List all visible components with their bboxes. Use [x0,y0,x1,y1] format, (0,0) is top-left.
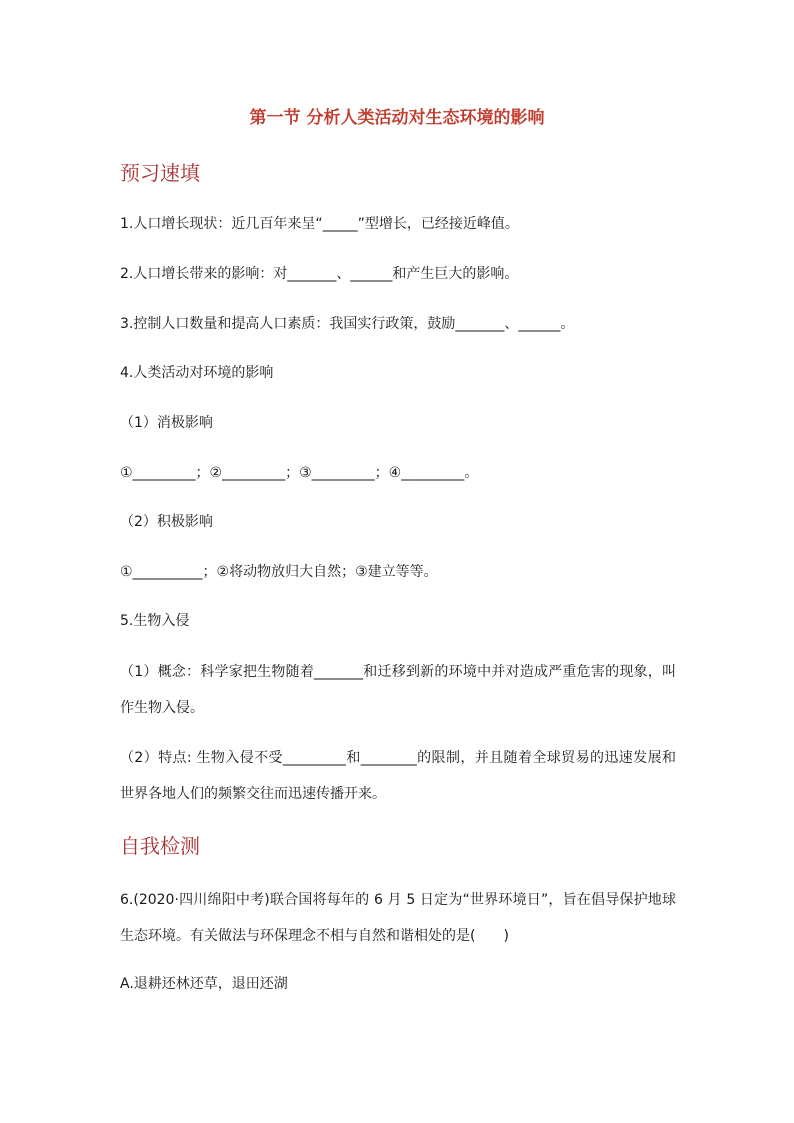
question-2: 2.人口增长带来的影响：对_______、______和产生巨大的影响。 [120,266,519,282]
question-4: 4.人类活动对环境的影响 [120,365,274,381]
question-5: 5.生物入侵 [120,613,190,629]
page-title: 第一节 分析人类活动对生态环境的影响 [249,108,545,128]
question-6-option-a: A.退耕还林还草，退田还湖 [120,976,288,992]
question-1: 1.人口增长现状：近几百年来呈“_____”型增长，已经接近峰值。 [120,216,519,232]
question-4-negative-blanks: ①_________；②_________；③_________；④_________。 [120,465,479,481]
question-4-negative-label: （1）消极影响 [120,415,213,431]
question-6: 6.(2020·四川绵阳中考)联合国将每年的 6 月 5 日定为“世界环境日”，旨在倡导保护地球生态环境。有关做法与环保理念不相与自然和谐相处的是( ) [120,892,676,944]
question-3: 3.控制人口数量和提高人口素质：我国实行政策，鼓励_______、______。 [120,316,575,332]
question-4-positive-blanks: ①__________；②将动物放归大自然；③建立等等。 [120,564,438,580]
section-heading-selftest: 自我检测 [120,834,200,858]
question-5-concept: （1）概念：科学家把生物随着_______和迁移到新的环境中并对造成严重危害的现象，叫作生物入侵。 [120,664,676,716]
section-heading-preview: 预习速填 [120,161,200,185]
question-5-feature: （2）特点: 生物入侵不受_________和________的限制，并且随着全球贸易的迅速发展和世界各地人们的频繁交往而迅速传播开来。 [120,750,676,802]
question-4-positive-label: （2）积极影响 [120,514,213,530]
